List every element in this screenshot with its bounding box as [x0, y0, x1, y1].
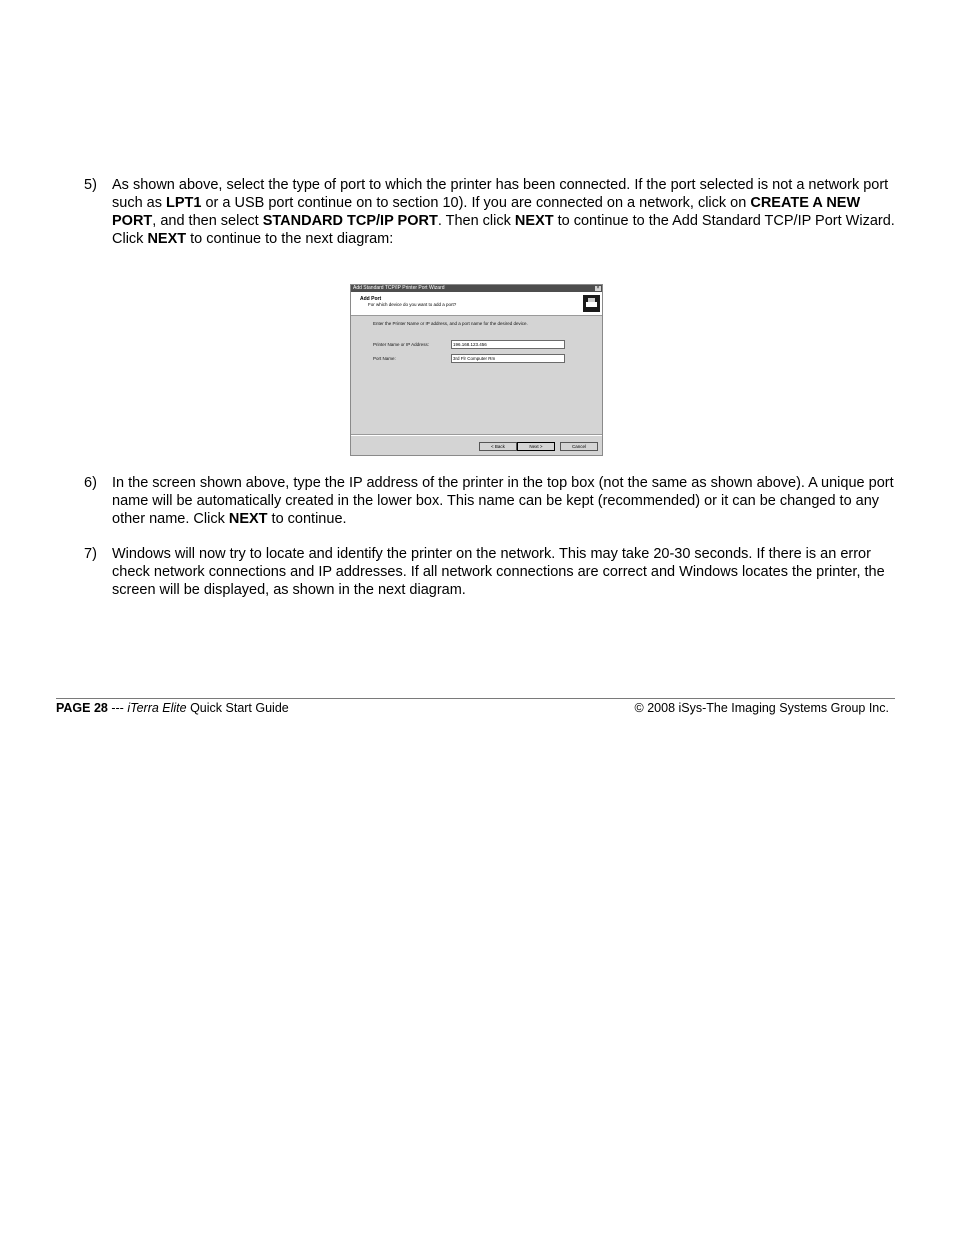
text-run: In the screen shown above, type the IP address of the printer in the top box (not the same as shown above). A unique port name will be automatically created in the lower box. This name can be kept (recommended) or it can be changed to any other name. Click: [112, 475, 894, 527]
dialog-subheading: For which device do you want to add a port?: [368, 302, 457, 307]
footer-copyright: © 2008 iSys-The Imaging Systems Group Inc.: [634, 701, 889, 715]
step-text: [112, 176, 904, 248]
port-name-field: 3rd Flr Computer Rm: [451, 354, 565, 363]
step-6: [84, 474, 904, 528]
text-run: or a USB port continue on to section 10). If you are connected on a network, click on: [201, 195, 751, 211]
bold-create-new-port: CREATE A NEW PORT: [112, 195, 861, 229]
bold-next: NEXT: [228, 511, 268, 527]
next-button: Next >: [517, 442, 555, 451]
dialog-instruction: Enter the Printer Name or IP address, and a port name for the desired device.: [373, 321, 528, 326]
step-number: 7): [84, 546, 97, 562]
port-name-label: Port Name:: [373, 356, 396, 361]
ip-address-field: 196.168.123.456: [451, 340, 565, 349]
bold-lpt1: LPT1: [166, 195, 202, 211]
close-icon: ×: [596, 285, 600, 291]
dialog-title: Add Standard TCP/IP Printer Port Wizard: [353, 285, 445, 291]
bold-next: NEXT: [514, 213, 554, 229]
text-run: to continue.: [267, 511, 347, 527]
step-text: Windows will now try to locate and identify the printer on the network. This may take 20-30 seconds. If there is an error check network connections and IP addresses. If all network connections are correct and Windows locates the printer, the screen will be displayed, as shown in the next diagram.: [112, 546, 885, 598]
product-name: iTerra Elite: [127, 701, 187, 715]
ip-label: Printer Name or IP Address:: [373, 342, 429, 347]
text-run: . Then click: [437, 213, 515, 229]
bold-next: NEXT: [147, 231, 187, 247]
step-5: [84, 176, 904, 248]
dialog-header: [351, 292, 602, 316]
page-number: PAGE 28: [56, 701, 108, 715]
footer-rule: [56, 698, 895, 699]
step-number: 6): [84, 475, 97, 491]
dialog-separator: [351, 434, 602, 436]
text-run: As shown above, select the type of port to which the printer has been connected. If the port selected is not a network port such as: [112, 177, 889, 211]
footer-left: [56, 701, 289, 715]
back-button: < Back: [479, 442, 517, 451]
footer-dashes: ---: [107, 701, 128, 715]
wizard-screenshot: [350, 284, 603, 456]
cancel-button: Cancel: [560, 442, 598, 451]
step-number: 5): [84, 177, 97, 193]
guide-title: Quick Start Guide: [186, 701, 289, 715]
printer-icon: [583, 295, 600, 312]
step-text: [112, 474, 904, 528]
dialog-title-bar: [351, 285, 602, 292]
text-run: , and then select: [152, 213, 263, 229]
dialog-heading: Add Port: [360, 296, 382, 302]
bold-standard-tcpip-port: STANDARD TCP/IP PORT: [262, 213, 438, 229]
step-7: [84, 545, 904, 599]
text-run: to continue to the Add Standard TCP/IP Port Wizard. Click: [112, 213, 895, 247]
text-run: to continue to the next diagram:: [186, 231, 394, 247]
